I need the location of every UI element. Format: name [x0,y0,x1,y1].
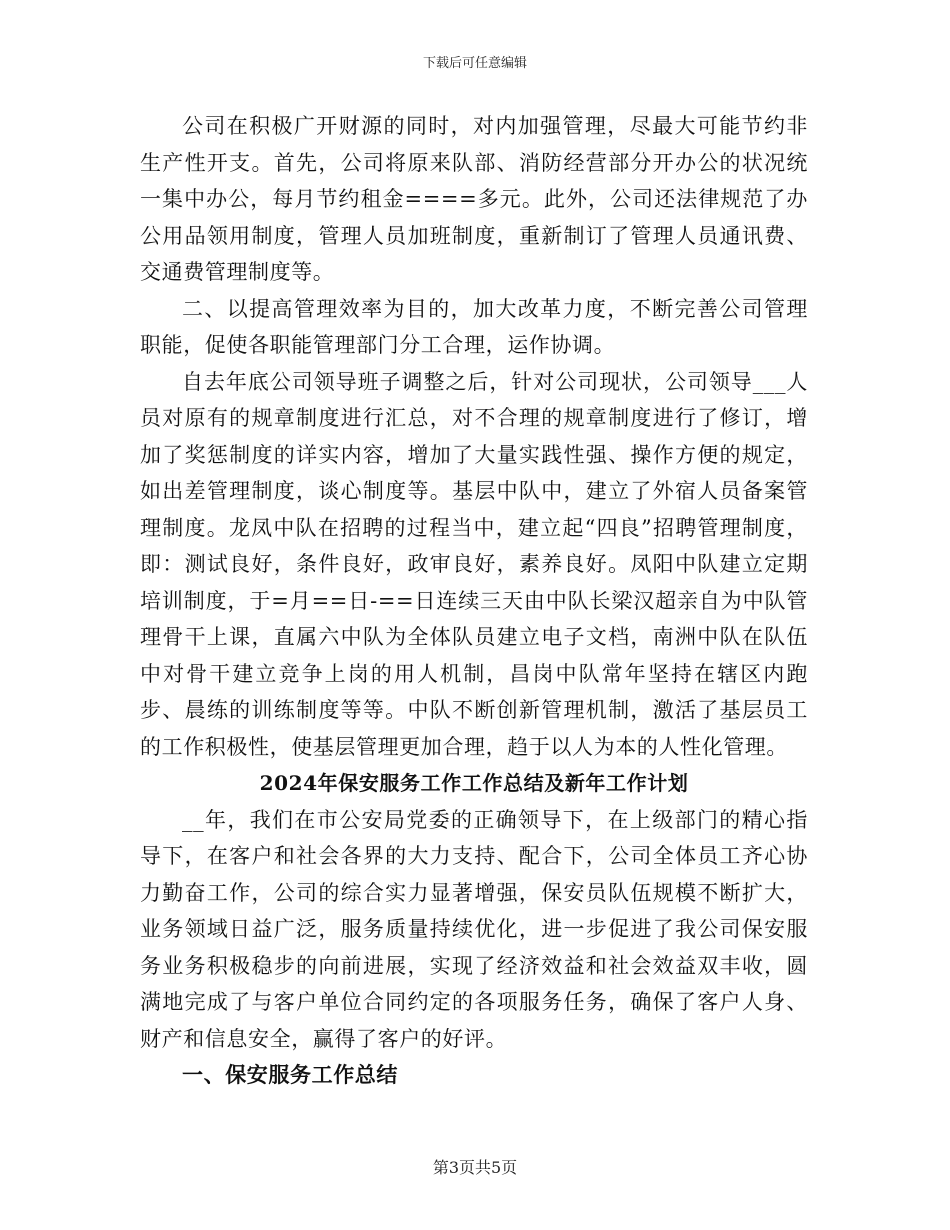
document-title: 2024年保安服务工作工作总结及新年工作计划 [259,771,689,795]
paragraph-cost-saving: 公司在积极广开财源的同时，对内加强管理，尽最大可能节约非生产性开支。首先，公司将原来队部、消防经营部分开办公的状况统一集中办公，每月节约租金====多元。此外，公司还法律规范了办公用品领用制度，管理人员加班制度，重新制订了管理人员通讯费、交通费管理制度等。 [140,114,808,284]
paragraph-management-efficiency: 二、以提高管理效率为目的，加大改革力度，不断完善公司管理职能，促使各职能管理部门分工合理，运作协调。 [140,296,808,357]
document-body [140,108,808,1094]
paragraph-intro: __年，我们在市公安局党委的正确领导下，在上级部门的精心指导下，在客户和社会各界的大力支持、配合下，公司全体员工齐心协力勤奋工作，公司的综合实力显著增强，保安员队伍规模不断扩大，业务领域日益广泛，服务质量持续优化，进一步促进了我公司保安服务业务积极稳步的向前进展，实现了经济效益和社会效益双丰收，圆满地完成了与客户单位合同约定的各项服务任务，确保了客户人身、财产和信息安全，赢得了客户的好评。 [140,807,808,1051]
header-note: 下载后可任意编辑 [422,56,527,71]
paragraph-rules-revision: 自去年底公司领导班子调整之后，针对公司现状，公司领导___人员对原有的规章制度进行汇总，对不合理的规章制度进行了修订，增加了奖惩制度的详实内容，增加了大量实践性强、操作方便的规定，如出差管理制度，谈心制度等。基层中队中，建立了外宿人员备案管理制度。龙凤中队在招聘的过程当中，建立起“四良”招聘管理制度，即：测试良好，条件良好，政审良好，素养良好。凤阳中队建立定期培训制度，于=月==日-==日连续三天由中队长梁汉超亲自为中队管理骨干上课，直属六中队为全体队员建立电子文档，南洲中队在队伍中对骨干建立竞争上岗的用人机制，昌岗中队常年坚持在辖区内跑步、晨练的训练制度等等。中队不断创新管理机制，激活了基层员工的工作积极性，使基层管理更加合理，趋于以人为本的人性化管理。 [140,369,808,759]
section-heading: 一、保安服务工作总结 [182,1062,398,1087]
page-number: 第3页共5页 [432,1158,518,1177]
